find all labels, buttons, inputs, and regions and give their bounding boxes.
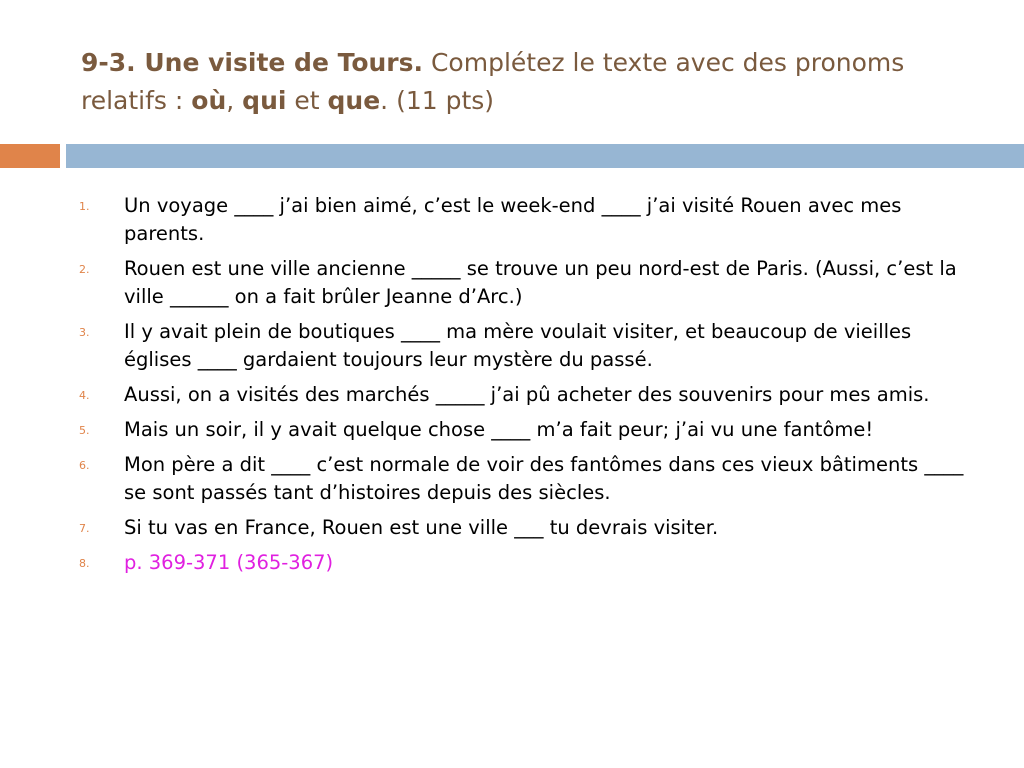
list-item bbox=[0, 549, 1024, 577]
title-pronoun-ou: où bbox=[191, 86, 227, 115]
item-text: Rouen est une ville ancienne _____ se trouve un peu nord-est de Paris. (Aussi, c’est la ville ______ on a fait brûler Jeanne d’Arc.) bbox=[124, 257, 957, 308]
item-text: Il y avait plein de boutiques ____ ma mère voulait visiter, et beaucoup de vieilles églises ____ gardaient toujours leur mystère du passé. bbox=[124, 320, 912, 371]
list-item bbox=[0, 514, 1024, 542]
item-text: Un voyage ____ j’ai bien aimé, c’est le week-end ____ j’ai visité Rouen avec mes parents. bbox=[124, 194, 902, 245]
list-item bbox=[0, 255, 1024, 311]
item-number: 1. bbox=[79, 200, 90, 213]
title-pronoun-que: que bbox=[327, 86, 381, 115]
list-item bbox=[0, 451, 1024, 507]
title-exercise-heading: 9-3. Une visite de Tours. bbox=[81, 48, 424, 77]
list-item bbox=[0, 416, 1024, 444]
list-item bbox=[0, 192, 1024, 248]
item-number: 6. bbox=[79, 459, 90, 472]
slide-title bbox=[81, 44, 981, 120]
list-item bbox=[0, 318, 1024, 374]
list-item bbox=[0, 381, 1024, 409]
item-number: 3. bbox=[79, 326, 90, 339]
item-number: 7. bbox=[79, 522, 90, 535]
item-text: Si tu vas en France, Rouen est une ville ___ tu devrais visiter. bbox=[124, 516, 719, 539]
item-number: 8. bbox=[79, 557, 90, 570]
item-text: Aussi, on a visités des marchés _____ j’ai pû acheter des souvenirs pour mes amis. bbox=[124, 383, 930, 406]
title-pronoun-qui: qui bbox=[242, 86, 287, 115]
title-instruction: Complétez le texte avec des pronoms relatifs : bbox=[81, 48, 905, 115]
accent-bar-orange bbox=[0, 144, 60, 168]
title-points: . (11 pts) bbox=[380, 86, 495, 115]
item-text: Mon père a dit ____ c’est normale de voir des fantômes dans ces vieux bâtiments ____ se sont passés tant d’histoires depuis des siècles. bbox=[124, 453, 964, 504]
title-separator: , bbox=[226, 86, 243, 115]
accent-bar-blue bbox=[66, 144, 1024, 168]
item-number: 4. bbox=[79, 389, 90, 402]
item-number: 2. bbox=[79, 263, 90, 276]
page-reference: p. 369-371 (365-367) bbox=[124, 551, 334, 574]
exercise-list bbox=[0, 192, 1024, 584]
title-separator-et: et bbox=[286, 86, 328, 115]
item-number: 5. bbox=[79, 424, 90, 437]
item-text: Mais un soir, il y avait quelque chose ____ m’a fait peur; j’ai vu une fantôme! bbox=[124, 418, 874, 441]
